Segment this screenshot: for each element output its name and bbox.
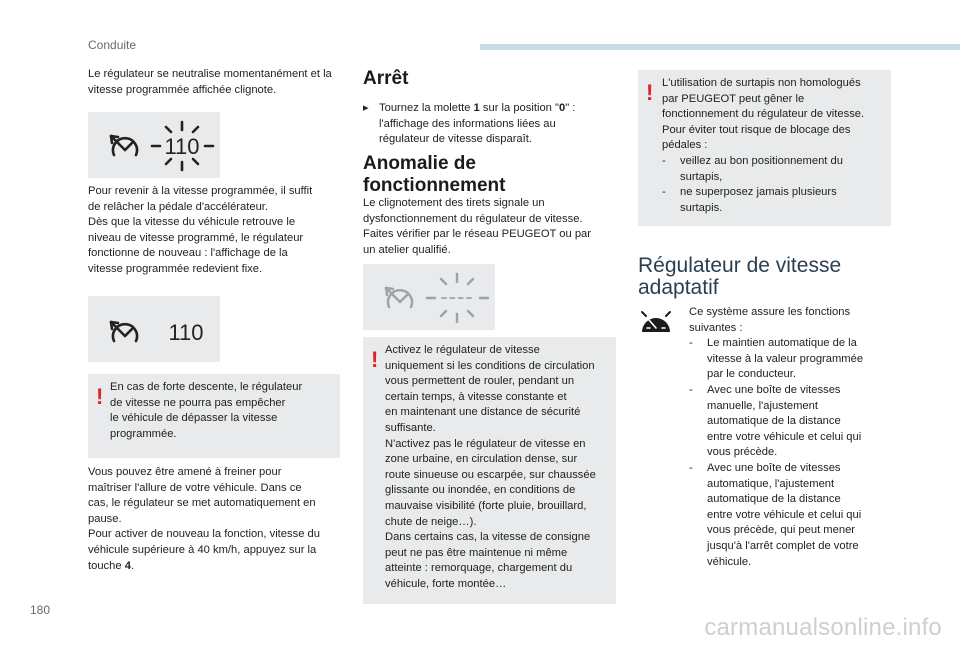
warning-box-usage: ! Activez le régulateur de vitesse uniquement si les conditions de circulation vous permettent de rouler, pendant un certain temps, à vitesse constante et en maintenant une distance de sécurité suffisante. N'activez pas le régulateur de vitesse en zone urbaine, en circulation dense, sur route sinueuse ou escarpée, sur chaussée glissante ou inondée, en conditions de mauvaise visibilité (forte pluie, brouillard, chute de neige…). Dans certains cas, la vitesse de consigne peut ne pas être maintenue ni même atteinte : remorquage, chargement du véhicule, forte montée… — [363, 337, 616, 604]
warning-icon: ! — [371, 347, 379, 372]
brake-paragraph: Vous pouvez être amené à freiner pour maîtriser l'allure de votre véhicule. Dans ce cas, le régulateur se met automatiquement en pause. Pour activer de nouveau la fonction, vitesse du véhicule supérieure à 40 km/h, appuyez sur la touche 4. — [88, 466, 320, 572]
anomalie-paragraph: Le clignotement des tirets signale un dysfonctionnement du régulateur de vitesse. Faites vérifier par le réseau PEUGEOT ou par un atelier qualifié. — [363, 197, 591, 256]
section-label: Conduite — [88, 38, 137, 52]
dashes-value: ---- — [440, 284, 474, 309]
resume-paragraph: Pour revenir à la vitesse programmée, il suffit de relâcher la pédale d'accélérateur. Dès que la vitesse du véhicule retrouve le niveau de vitesse programmé, le régulateur fonctionne de nouveau : l'affichage de la vitesse programmée redevient fixe. — [88, 185, 313, 275]
arret-paragraph: ▸ Tournez la molette 1 sur la position "0" : l'affichage des informations liées au régulateur de vitesse disparaît. — [363, 102, 576, 146]
speed-limiter-icon — [88, 296, 220, 362]
blinking-speed-figure — [88, 112, 220, 178]
acc-heading: Régulateur de vitesse adaptatif — [638, 254, 842, 299]
speed-value: 110 — [164, 134, 200, 159]
adaptive-cruise-icon — [638, 306, 674, 338]
list-item: - ne superposez jamais plusieurs surtapis. — [662, 186, 837, 214]
arrow-bullet-icon: ▸ — [363, 102, 369, 114]
list-item: - Le maintien automatique de la vitesse à la valeur programmée par le conducteur. — [689, 337, 864, 381]
page-number: 180 — [30, 603, 51, 617]
warning-box-mats: ! L'utilisation de surtapis non homologués par PEUGEOT peut gêner le fonctionnement du régulateur de vitesse. Pour éviter tout risque de blocage des pédales : - veillez au bon positionnement du surtapis, - ne superposez jamais plusieurs surtapis. — [638, 70, 891, 226]
anomalie-heading: Anomalie de fonctionnement — [363, 153, 506, 196]
dashes-figure — [363, 264, 495, 330]
acc-paragraph: Ce système assure les fonctions suivantes : - Le maintien automatique de la vitesse à la valeur programmée par le conducteur. - Avec une boîte de vitesses manuelle, l'ajustement automatique de la distance entre votre véhicule et celui qui vous précède. - Avec une boîte de vitesses automatique, l'ajustement automatique de la distance entre votre véhicule et celui qui vous précède, qui peut mener jusqu'à l'arrêt complet de votre véhicule. — [689, 305, 889, 570]
warning-icon: ! — [96, 384, 104, 409]
list-item: - Avec une boîte de vitesses automatique, l'ajustement automatique de la distance entre votre véhicule et celui qui vous précède, qui peut mener jusqu'à l'arrêt complet de votre véhicule. — [689, 461, 862, 568]
warning-box-descent: ! En cas de forte descente, le régulateur de vitesse ne pourra pas empêcher le véhicule de dépasser la vitesse programmée. — [88, 374, 340, 458]
speed-value: 110 — [168, 320, 204, 345]
speed-limiter-faded-icon — [363, 264, 495, 330]
warning-icon: ! — [646, 80, 654, 105]
speed-limiter-icon — [88, 112, 220, 178]
list-item: - Avec une boîte de vitesses manuelle, l'ajustement automatique de la distance entre votre véhicule et celui qui vous précède. — [689, 383, 862, 459]
header-bar — [480, 44, 960, 50]
watermark: carmanualsonline.info — [704, 614, 942, 641]
steady-speed-figure — [88, 296, 220, 362]
intro-paragraph: Le régulateur se neutralise momentanément et la vitesse programmée affichée clignote. — [88, 68, 332, 96]
arret-heading: Arrêt — [363, 68, 409, 89]
list-item: - veillez au bon positionnement du surtapis, — [662, 154, 843, 183]
